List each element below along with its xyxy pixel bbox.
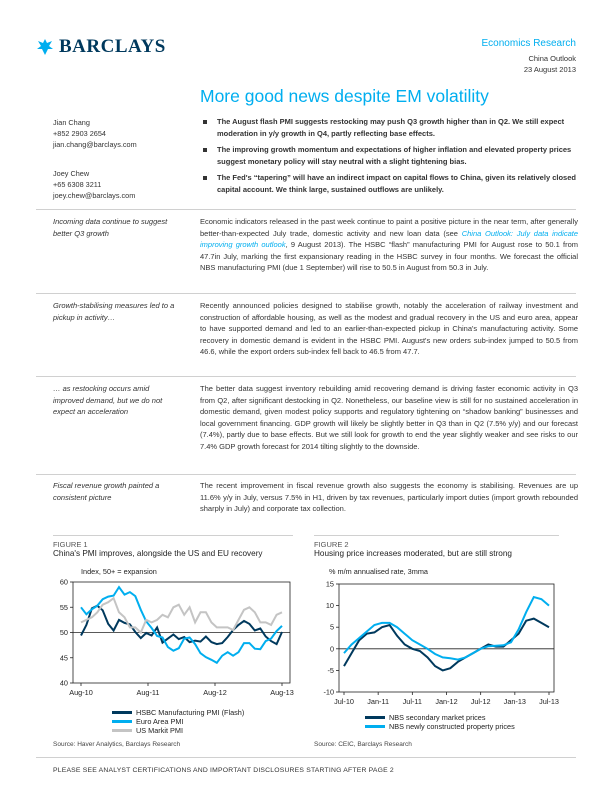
department-label: Economics Research — [481, 38, 576, 49]
analyst-email[interactable]: jian.chang@barclays.com — [53, 140, 137, 149]
divider — [36, 757, 576, 758]
y-tick-label: -5 — [327, 665, 334, 675]
figure-1-header — [53, 535, 293, 558]
analyst-name: Joey Chew — [53, 169, 90, 178]
figure-label: FIGURE 1 — [53, 540, 88, 549]
x-tick-label: Jul-10 — [334, 697, 354, 706]
legend-swatch — [365, 716, 385, 719]
y-tick-label: 15 — [325, 579, 334, 589]
body-paragraph: The recent improvement in fiscal revenue growth also suggests the economy is stabilising. Revenues are up 11.6% y/y in July, versus 7.5% in H1, driven by tax revenues, particularly import duties (import growth rebounded sharply in July) and corporate tax collection. — [200, 481, 578, 514]
x-tick-label: Aug-13 — [270, 688, 294, 697]
y-axis-label: Index, 50+ = expansion — [81, 567, 157, 576]
chart-2-legend — [365, 713, 515, 731]
key-point: The Fed's “tapering” will have an indirect impact on capital flows to China, given its relatively closed capital account. We think large, sustained outflows are unlikely. — [200, 172, 578, 195]
key-points-list — [200, 116, 578, 200]
figure-title: China's PMI improves, alongside the US and EU recovery — [53, 549, 263, 558]
y-tick-label: 10 — [325, 601, 334, 611]
housing-price-line-chart — [314, 565, 564, 715]
report-link[interactable]: China Outlook: July data indicate improving growth outlook — [200, 228, 578, 250]
figure-source: Source: Haver Analytics, Barclays Research — [53, 741, 181, 748]
y-tick-label: 50 — [59, 628, 68, 637]
sidebar-note: Fiscal revenue growth painted a consistent picture — [53, 481, 160, 502]
figure-label: FIGURE 2 — [314, 540, 349, 549]
analyst-phone: +65 6308 3211 — [53, 180, 102, 189]
y-tick-label: 5 — [329, 622, 334, 632]
x-tick-label: Jul-12 — [470, 697, 491, 706]
legend-item: NBS secondary market prices — [365, 713, 515, 722]
analyst-contact — [53, 168, 135, 201]
x-tick-label: Aug-11 — [136, 688, 160, 697]
x-tick-label: Aug-12 — [203, 688, 227, 697]
logo-text: BARCLAYS — [59, 36, 166, 57]
divider — [36, 474, 576, 475]
legend-item: NBS newly constructed property prices — [365, 722, 515, 731]
figure-title: Housing price increases moderated, but are still strong — [314, 549, 512, 558]
figure-2-header — [314, 535, 559, 558]
page-title: More good news despite EM volatility — [200, 86, 489, 106]
publication-label: China Outlook — [528, 54, 576, 63]
sidebar-note: Growth-stabilising measures led to a pickup in activity… — [53, 301, 175, 322]
series-line-1 — [344, 619, 549, 671]
x-tick-label: Jul-11 — [402, 697, 423, 706]
legend-swatch — [365, 725, 385, 728]
legend-item: US Markit PMI — [112, 726, 244, 735]
x-tick-label: Jan-13 — [503, 697, 526, 706]
analyst-email[interactable]: joey.chew@barclays.com — [53, 191, 136, 200]
key-point: The August flash PMI suggests restocking may push Q3 growth higher than in Q2. We still expect moderation in y/y growth in Q4, partly reflecting base effects. — [200, 116, 578, 139]
y-tick-label: 55 — [59, 602, 68, 612]
eagle-icon — [36, 38, 54, 56]
series-line-2 — [344, 597, 549, 660]
sidebar-note: … as restocking occurs amid improved demand, but we do not expect an acceleration — [53, 384, 163, 416]
x-tick-label: Jan-12 — [435, 697, 458, 706]
disclosure-footer: PLEASE SEE ANALYST CERTIFICATIONS AND IMPORTANT DISCLOSURES STARTING AFTER PAGE 2 — [53, 767, 394, 774]
sidebar-note: Incoming data continue to suggest better Q3 growth — [53, 217, 168, 238]
body-paragraph: Recently announced policies designed to stabilise growth, notably the acceleration of railway investment and construction of affordable housing, as well as the modest and gradual recovery in the US and euro area, appear to have supported demand and led to an earlier-than-expected pickup in China's manufacturing activity. Some recovery in domestic demand is evident in the HSBC PMI. August's new orders sub-index jumped to 50.5 from 46.6, while the export orders sub-index fell back to 46.5 from 47.7. — [200, 301, 578, 357]
divider — [36, 293, 576, 294]
analyst-contact — [53, 117, 137, 150]
publication-date: 23 August 2013 — [523, 65, 576, 74]
legend-swatch — [112, 711, 132, 714]
plot-frame — [339, 584, 554, 692]
divider — [36, 209, 576, 210]
legend-swatch — [112, 720, 132, 723]
figure-source: Source: CEIC, Barclays Research — [314, 741, 412, 748]
series-line-2 — [81, 587, 282, 663]
legend-item: Euro Area PMI — [112, 717, 244, 726]
body-paragraph: Economic indicators released in the past week continue to paint a positive picture in the near term, after generally better-than-expected July trade, domestic activity and new loan data (see China Outlook: July data indicate improving growth outlook, 9 August 2013). The HSBC “flash” manufacturing PMI for August rose to 50.1 from 47.7in July, marking the first expansionary reading in the HSBC survey in four months. We forecast the official NBS manufacturing PMI (due 1 September) will rise to 50.5 in August from 50.3 in July. — [200, 217, 578, 273]
x-tick-label: Aug-10 — [69, 688, 93, 697]
divider — [36, 376, 576, 377]
key-point: The improving growth momentum and expectations of higher inflation and elevated property prices suggest monetary policy will stay neutral with a slight tightening bias. — [200, 144, 578, 167]
y-tick-label: -10 — [323, 687, 334, 697]
x-tick-label: Jul-13 — [539, 697, 559, 706]
analyst-phone: +852 2903 2654 — [53, 129, 106, 138]
pmi-line-chart — [53, 565, 298, 703]
legend-item: HSBC Manufacturing PMI (Flash) — [112, 708, 244, 717]
analyst-name: Jian Chang — [53, 118, 90, 127]
x-tick-label: Jan-11 — [367, 697, 390, 706]
y-tick-label: 45 — [59, 653, 68, 663]
barclays-logo — [36, 36, 166, 58]
body-paragraph: The better data suggest inventory rebuilding amid recovering demand is driving faster economic activity in Q3 from Q2, after significant destocking in Q2. Nonetheless, our baseline view is still for no sustained acceleration in domestic demand, given modest policy supports and regulatory tightening on “shadow banking” businesses and local government financing. GDP growth will likely be slightly better in Q3 than in Q2 (7.5% y/y) and our forecast (7.4%), partly due to base effects. But we still look for growth to end the year slightly weaker and see risks to our 7.4% GDP growth forecast for 2014 tilting slightly to the downside. — [200, 384, 578, 451]
y-axis-label: % m/m annualised rate, 3mma — [329, 567, 428, 576]
y-tick-label: 60 — [59, 577, 68, 587]
legend-swatch — [112, 729, 132, 732]
chart-1-legend — [112, 708, 244, 735]
y-tick-label: 0 — [329, 644, 334, 654]
y-tick-label: 40 — [59, 678, 68, 688]
